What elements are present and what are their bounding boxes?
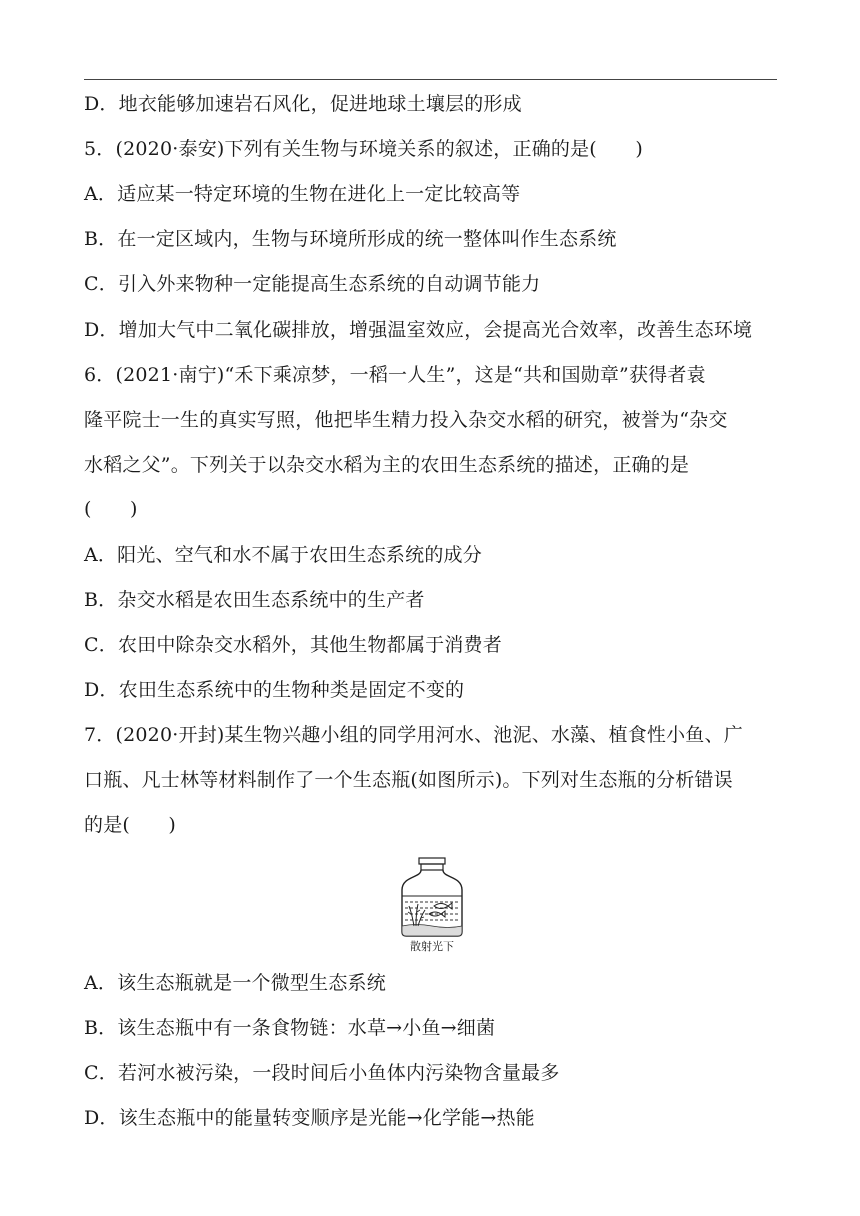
q6-option-a: A．阳光、空气和水不属于农田生态系统的成分 [84, 544, 482, 566]
q6-stem-line1: 6．(2021·南宁)“禾下乘凉梦，一稻一人生”，这是“共和国勋章”获得者袁 [84, 364, 706, 386]
q6-option-d: D．农田生态系统中的生物种类是固定不变的 [84, 679, 465, 701]
q5-option-c: C．引入外来物种一定能提高生态系统的自动调节能力 [84, 273, 541, 295]
header-rule [84, 79, 777, 80]
ecological-bottle-figure [396, 856, 468, 956]
q7-option-c: C．若河水被污染，一段时间后小鱼体内污染物含量最多 [84, 1062, 560, 1084]
q7-stem-line2: 口瓶、凡士林等材料制作了一个生态瓶(如图所示)。下列对生态瓶的分析错误 [84, 769, 733, 791]
q7-stem-line1: 7．(2020·开封)某生物兴趣小组的同学用河水、池泥、水藻、植食性小鱼、广 [84, 724, 743, 746]
q6-option-b: B．杂交水稻是农田生态系统中的生产者 [84, 589, 425, 611]
q7-option-a: A．该生态瓶就是一个微型生态系统 [84, 972, 386, 994]
q6-stem-line3: 水稻之父”。下列关于以杂交水稻为主的农田生态系统的描述，正确的是 [84, 454, 690, 476]
q6-option-c: C．农田中除杂交水稻外，其他生物都属于消费者 [84, 634, 502, 656]
q6-stem-line2: 隆平院士一生的真实写照，他把毕生精力投入杂交水稻的研究，被誉为“杂交 [84, 409, 728, 431]
q5-option-a: A．适应某一特定环境的生物在进化上一定比较高等 [84, 183, 521, 205]
figure-caption: 散射光下 [410, 940, 454, 953]
q5-stem: 5．(2020·泰安)下列有关生物与环境关系的叙述，正确的是( ) [84, 138, 643, 160]
q7-option-d: D．该生态瓶中的能量转变顺序是光能→化学能→热能 [84, 1107, 535, 1129]
q5-option-b: B．在一定区域内，生物与环境所形成的统一整体叫作生态系统 [84, 228, 617, 250]
q6-stem-line4: ( ) [84, 498, 138, 520]
q5-option-d: D．增加大气中二氧化碳排放，增强温室效应，会提高光合效率，改善生态环境 [84, 319, 753, 341]
ecological-bottle-icon [396, 856, 468, 940]
q7-option-b: B．该生态瓶中有一条食物链：水草→小鱼→细菌 [84, 1017, 496, 1039]
q7-stem-line3: 的是( ) [84, 814, 177, 836]
q4-option-d: D．地衣能够加速岩石风化，促进地球土壤层的形成 [84, 93, 522, 115]
